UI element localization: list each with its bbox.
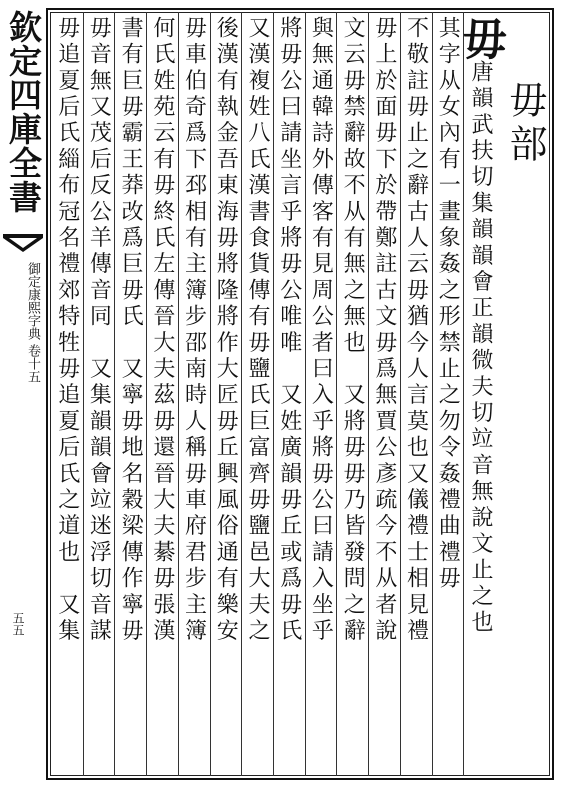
- text-column-2: [433, 12, 465, 776]
- radical-heading: 毋部: [503, 80, 547, 168]
- text-column-9: [211, 12, 243, 776]
- column-text: 其字从女內有一畫象姦之形禁止之勿令姦禮曲禮毋: [435, 16, 461, 593]
- column-text: 何氏姓苑云有毋終氏左傳晉大夫茲毋還晉大夫綦毋張漢: [149, 16, 175, 645]
- text-column-7: [274, 12, 306, 776]
- text-column-13: [84, 12, 116, 776]
- text-column-6: [306, 12, 338, 776]
- fishtail-ornament-icon: [1, 232, 45, 254]
- page-number: 五五: [11, 612, 25, 636]
- column-text: 唐韻武扶切集韻韻會正韻微夫切竝音無說文止之也: [467, 60, 493, 637]
- column-text: 將毋公曰請坐言乎將毋公唯唯 又姓廣韻毋丘或爲毋氏: [276, 16, 302, 645]
- column-text: 文云毋禁辭故不从有無之無也 又將毋毋乃皆發問之辭: [340, 16, 366, 645]
- text-column-12: [115, 12, 147, 776]
- side-note: 御定康熙字典 卷十五: [25, 262, 40, 384]
- column-text: 書有巨毋霸王莽改爲巨毋氏 又寧毋地名穀梁傳作寧毋: [118, 16, 144, 645]
- column-text: 毋上於面毋下於帶鄭註古文毋爲無賈公彥疏今不从者說: [371, 16, 397, 645]
- text-column-5: [337, 12, 369, 776]
- column-text: 毋車伯奇爲下邳相有主簿步邵南時人稱毋車府君步主簿: [181, 16, 207, 645]
- column-text: 與無通韓詩外傳客有見周公者曰入乎將毋公曰請入坐乎: [308, 16, 334, 645]
- text-column-11: [147, 12, 179, 776]
- column-text: 毋音無又茂后反公羊傳音同 又集韻韻會竝迷浮切音謀: [86, 16, 112, 645]
- book-title: 欽定四庫全書: [4, 10, 43, 214]
- text-column-14: [52, 12, 84, 776]
- column-text: 又漢複姓八氏漢書食貨傳有毋鹽氏巨富齊毋鹽邑大夫之: [244, 16, 270, 645]
- column-text: 後漢有執金吾東海毋將隆將作大匠毋丘興風俗通有樂安: [213, 16, 239, 645]
- column-text: 不敬註毋止之辭古人云毋猶今人言莫也又儀禮士相見禮: [403, 16, 429, 645]
- text-column-1: [454, 12, 506, 776]
- text-column-3: [401, 12, 433, 776]
- text-column-10: [179, 12, 211, 776]
- entry-head-character: 毋: [454, 16, 506, 60]
- column-text: 毋追夏后氏緇布冠名禮郊特牲毋追夏后氏之道也 又集: [54, 16, 80, 645]
- text-column-8: [242, 12, 274, 776]
- margin-strip: [0, 0, 46, 790]
- text-column-4: [369, 12, 401, 776]
